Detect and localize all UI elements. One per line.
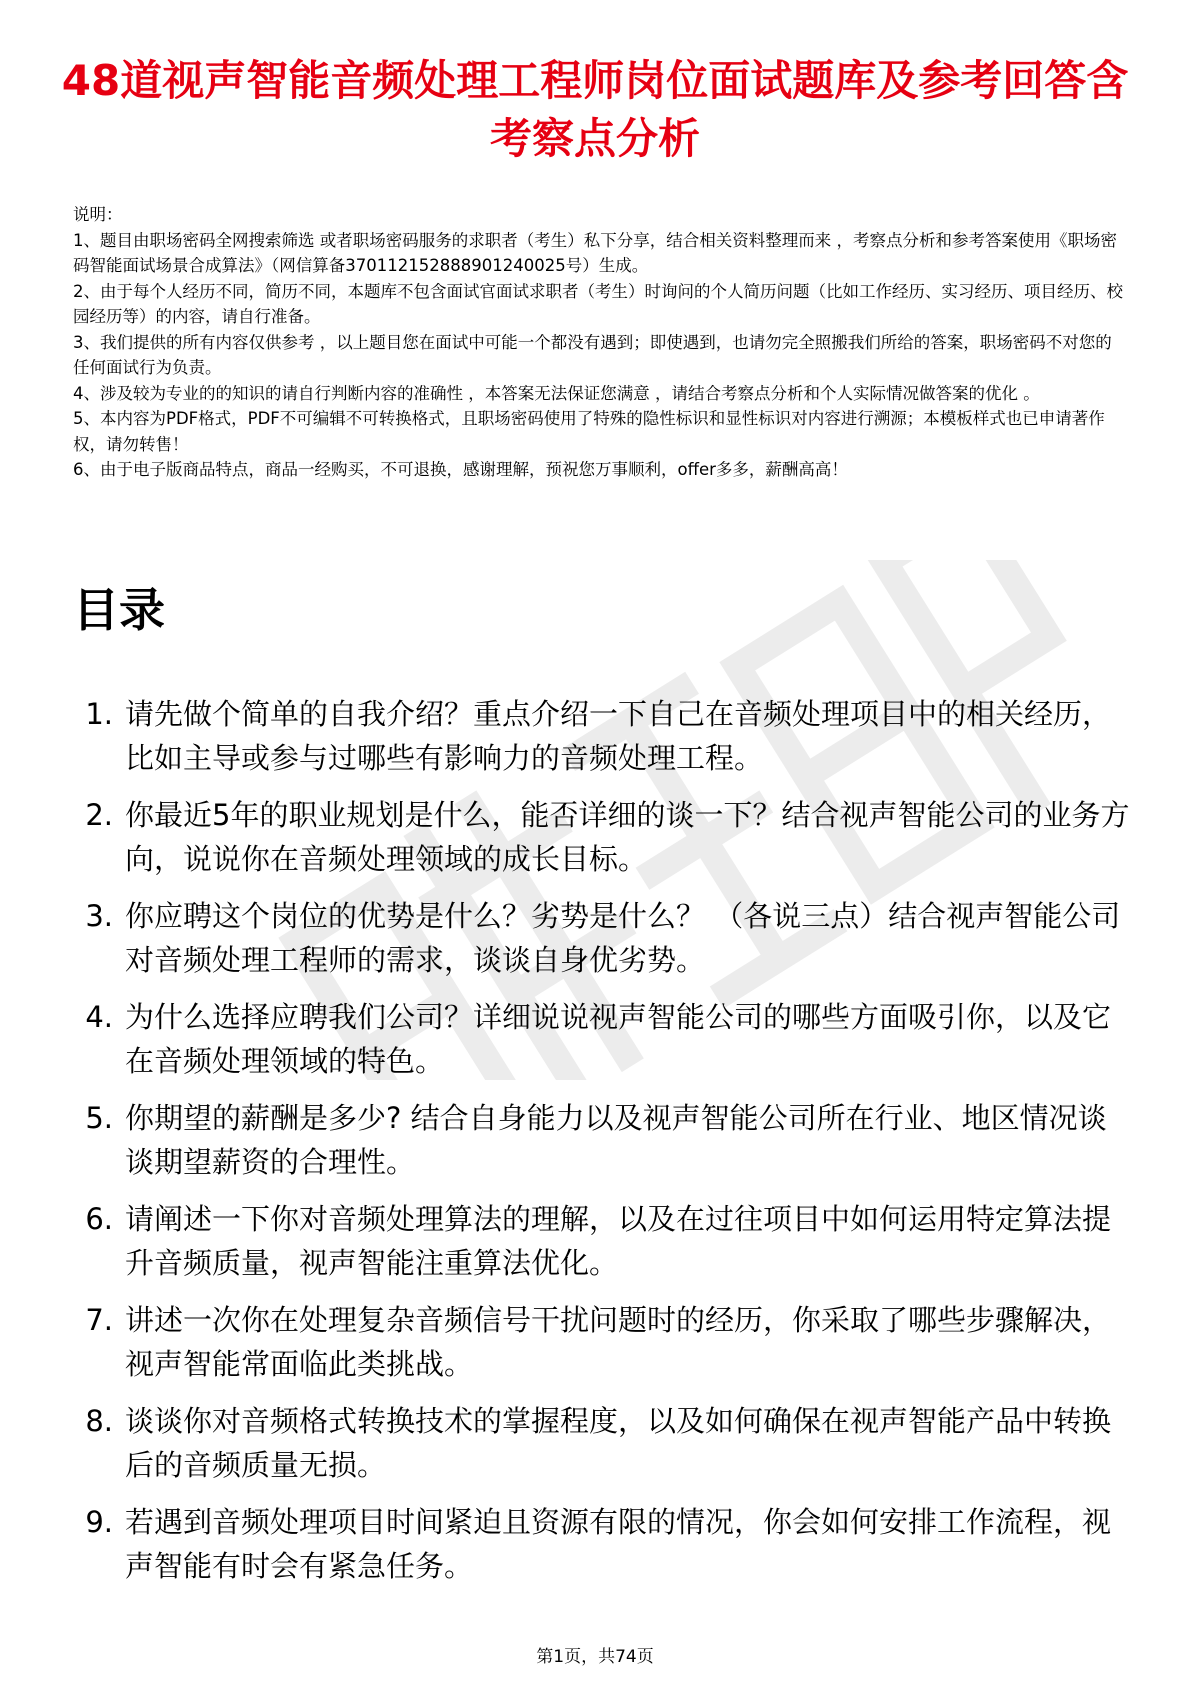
- toc-item-number: 1.: [85, 697, 113, 731]
- toc-item-text: 讲述一次你在处理复杂音频信号干扰问题时的经历，你采取了哪些步骤解决，视声智能常面临此类挑战。: [125, 1303, 1112, 1381]
- toc-item[interactable]: [73, 1197, 1133, 1298]
- toc-item-text: 若遇到音频处理项目时间紧迫且资源有限的情况，你会如何安排工作流程，视声智能有时会有紧急任务。: [125, 1505, 1112, 1583]
- toc-list: [73, 692, 1133, 1601]
- toc-item-text: 你应聘这个岗位的优势是什么？劣势是什么？ （各说三点）结合视声智能公司对音频处理工程师的需求，谈谈自身优劣势。: [125, 899, 1121, 977]
- page-footer: 第1页，共74页: [536, 1647, 654, 1667]
- toc-item[interactable]: [73, 995, 1133, 1096]
- toc-item[interactable]: [73, 1500, 1133, 1601]
- toc-item[interactable]: [73, 1399, 1133, 1500]
- notes-item: 2、由于每个人经历不同，简历不同，本题库不包含面试官面试求职者（考生）时询问的个人简历问题（比如工作经历、实习经历、项目经历、校园经历等）的内容，请自行准备。: [73, 281, 1123, 326]
- notes-item: 5、本内容为PDF格式，PDF不可编辑不可转换格式，且职场密码使用了特殊的隐性标识和显性标识对内容进行溯源；本模板样式也已申请著作权，请勿转售！: [73, 409, 1105, 454]
- notes-item: 4、涉及较为专业的的知识的请自行判断内容的准确性 ，本答案无法保证您满意 ，请结合考察点分析和个人实际情况做答案的优化 。: [73, 383, 1040, 403]
- toc-item[interactable]: [73, 692, 1133, 793]
- toc-item-number: 6.: [85, 1202, 113, 1236]
- toc-item[interactable]: [73, 1096, 1133, 1197]
- toc-item-text: 你最近5年的职业规划是什么，能否详细的谈一下？结合视声智能公司的业务方向，说说你在音频处理领域的成长目标。: [125, 798, 1130, 876]
- notes-item: 1、题目由职场密码全网搜索筛选 或者职场密码服务的求职者（考生）私下分享，结合相关资料整理而来 ，考察点分析和参考答案使用《职场密码智能面试场景合成算法》（网信算备370112152888901240025号）生成。: [73, 230, 1117, 275]
- toc-item[interactable]: [73, 894, 1133, 995]
- toc-item-number: 9.: [85, 1505, 113, 1539]
- toc-item-text: 为什么选择应聘我们公司？详细说说视声智能公司的哪些方面吸引你，以及它在音频处理领域的特色。: [125, 1000, 1112, 1078]
- toc-item-number: 8.: [85, 1404, 113, 1438]
- toc-item-text: 请阐述一下你对音频处理算法的理解，以及在过往项目中如何运用特定算法提升音频质量，视声智能注重算法优化。: [125, 1202, 1112, 1280]
- toc-item-number: 3.: [85, 899, 113, 933]
- notes-item: 3、我们提供的所有内容仅供参考 ，以上题目您在面试中可能一个都没有遇到；即使遇到，也请勿完全照搬我们所给的答案，职场密码不对您的任何面试行为负责。: [73, 332, 1112, 377]
- toc-item-number: 2.: [85, 798, 113, 832]
- toc-item-number: 7.: [85, 1303, 113, 1337]
- toc-item-text: 请先做个简单的自我介绍？重点介绍一下自己在音频处理项目中的相关经历，比如主导或参与过哪些有影响力的音频处理工程。: [125, 697, 1112, 775]
- toc-item-number: 4.: [85, 1000, 113, 1034]
- toc-item-text: 谈谈你对音频格式转换技术的掌握程度，以及如何确保在视声智能产品中转换后的音频质量无损。: [125, 1404, 1112, 1482]
- notes-heading: 说明：: [73, 205, 123, 224]
- toc-item-text: 你期望的薪酬是多少? 结合自身能力以及视声智能公司所在行业、地区情况谈谈期望薪资的合理性。: [125, 1101, 1107, 1179]
- toc-item-number: 5.: [85, 1101, 113, 1135]
- toc-heading: 目录: [73, 583, 165, 637]
- toc-item[interactable]: [73, 1298, 1133, 1399]
- document-title: 48道视声智能音频处理工程师岗位面试题库及参考回答含考察点分析: [61, 56, 1129, 163]
- toc-item[interactable]: [73, 793, 1133, 894]
- notes-item: 6、由于电子版商品特点，商品一经购买，不可退换，感谢理解，预祝您万事顺利，offer多多，薪酬高高！: [73, 460, 848, 479]
- notes-section: [73, 202, 1123, 483]
